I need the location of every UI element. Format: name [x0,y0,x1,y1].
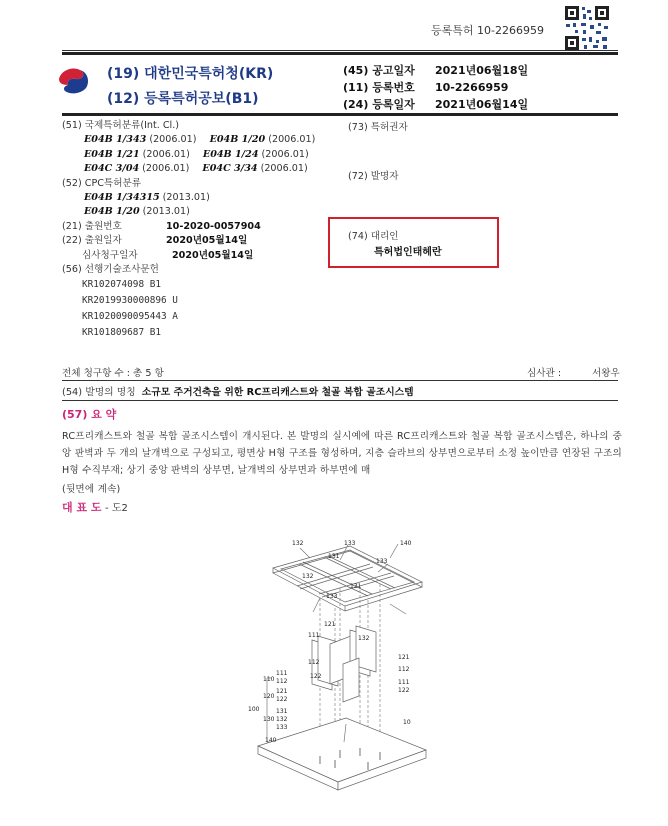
figure-label: 120 [263,693,275,700]
cpc-row: E04B 1/34315 (2013.01) [84,192,210,204]
ipc-row: E04B 1/343 (2006.01) E04B 1/20 (2006.01) [84,134,316,146]
figure-label: 121 [324,621,336,628]
abstract-text: RC프리캐스트와 철골 복합 골조시스템이 개시된다. 본 발명의 실시예에 따른 RC프리캐스트와 철골 복합 골조시스템은, 하나의 중앙 판벽과 두 개의 날개벽으로 구성되고, 평면상 H형 구조를 형성하며, 지층 슬라브의 상부면으로부터 소정 높이만큼 연장된 구조의 H형 수직부재; 상기 중앙 판벽의 상부면, 날개벽의 상부면과 하부면에 매 [62,431,622,476]
cpc-row: E04B 1/20 (2013.01) [84,206,190,218]
figure-label: 132 [358,635,370,642]
figure-label: 122 [276,696,288,703]
figure-label: 122 [398,687,410,694]
office-line-1: (19) 대한민국특허청(KR) [107,66,274,82]
figure-label: 131 [350,583,362,590]
figure-label: 111 [276,670,288,677]
title-rule [62,400,618,401]
figure-label: 133 [376,558,388,565]
prior-art-item: KR102074098 B1 [82,279,162,291]
figure-label: 121 [276,688,288,695]
representative-drawing-row [62,499,128,515]
prior-art-list [62,277,332,341]
examiner-name: 서왕우 [592,368,620,379]
figure-label: 133 [326,593,338,600]
prior-art-item: KR101809687 B1 [82,327,162,339]
kipo-emblem-icon [56,62,92,98]
inventor-label: (72) 발명자 [348,171,399,182]
examiner-label: 심사관 : [527,368,562,379]
invention-title: 소규모 주거건축을 위한 RC프리캐스트와 철골 복합 골조시스템 [141,387,414,398]
figure-label: 112 [308,659,320,666]
prior-art-item: KR2019930000896 U [82,295,178,307]
frame-beam [299,564,368,596]
figure-label: 111 [308,632,320,639]
figure-label: 10 [403,719,411,726]
pub-value: 2021년06월18일 [435,64,529,77]
application-date-row: (22) 출원일자 2020년05월14일 [62,235,248,247]
pub-value: 10-2266959 [435,81,509,94]
rep-drawing-value: - 도2 [105,503,128,514]
figure-label: 140 [400,540,412,547]
patent-figure-drawing [240,528,440,816]
figure-label: 132 [302,573,314,580]
pub-value: 2021년06월14일 [435,98,529,111]
header-rule-thick [62,52,618,55]
pub-key: (24) 등록일자 [343,98,415,111]
figure-label: 133 [276,724,288,731]
figure-label: 132 [292,540,304,547]
figure-label: 122 [310,673,322,680]
header-rule-top [62,50,618,51]
abstract-continued: (뒷면에 계속) [62,484,121,495]
ipc-row: E04C 3/04 (2006.01) E04C 3/34 (2006.01) [84,163,308,175]
cpc-label: (52) CPC특허분류 [62,177,141,189]
agent-label: (74) 대리인 [348,231,399,242]
top-frame-edge [273,551,422,611]
ipc-row: E04B 1/21 (2006.01) E04B 1/24 (2006.01) [84,148,309,160]
rep-drawing-label: 대 표 도 [62,501,102,514]
figure-label: 112 [398,666,410,673]
figure-label: 112 [276,678,288,685]
agent-name: 특허법인태헤란 [374,247,442,258]
invention-title-label: (54) 발명의 명칭 [62,387,136,398]
pub-key: (11) 등록번호 [343,81,415,94]
claims-rule [62,380,618,381]
figure-label: 132 [276,716,288,723]
top-frame-inner [281,550,414,602]
prior-art-label: (56) 선행기술조사문헌 [62,264,159,276]
figure-label: 131 [276,708,288,715]
figure-label: 131 [328,553,340,560]
exam-request-date-row: 심사청구일자 2020년05월14일 [82,249,254,261]
figure-label: 133 [344,540,356,547]
patentee-label: (73) 특허권자 [348,122,408,133]
prior-art-item: KR1020090095443 A [82,311,178,323]
ipc-label: (51) 국제특허분류(Int. Cl.) [62,120,180,131]
publication-info [343,62,528,113]
invention-title-row [62,384,414,398]
bibliographic-left [62,119,332,341]
figure-label: 100 [248,706,260,713]
qr-code [563,4,611,52]
biblio-rule [62,113,618,116]
total-claims: 전체 청구항 수 : 총 5 항 [62,368,164,379]
figure-label: 110 [263,676,275,683]
center-wall-lower [343,658,359,702]
office-line-2: (12) 등록특허공보(B1) [107,91,259,107]
application-number-row: (21) 출원번호 10-2020-0057904 [62,220,261,232]
figure-label: 140 [265,737,277,744]
figure-label: 111 [398,679,410,686]
figure-label: 130 [263,716,275,723]
pub-key: (45) 공고일자 [343,64,415,77]
abstract-heading: (57) 요 약 [62,408,117,421]
registration-number: 등록특허 10-2266959 [431,24,544,37]
figure-label: 121 [398,654,410,661]
